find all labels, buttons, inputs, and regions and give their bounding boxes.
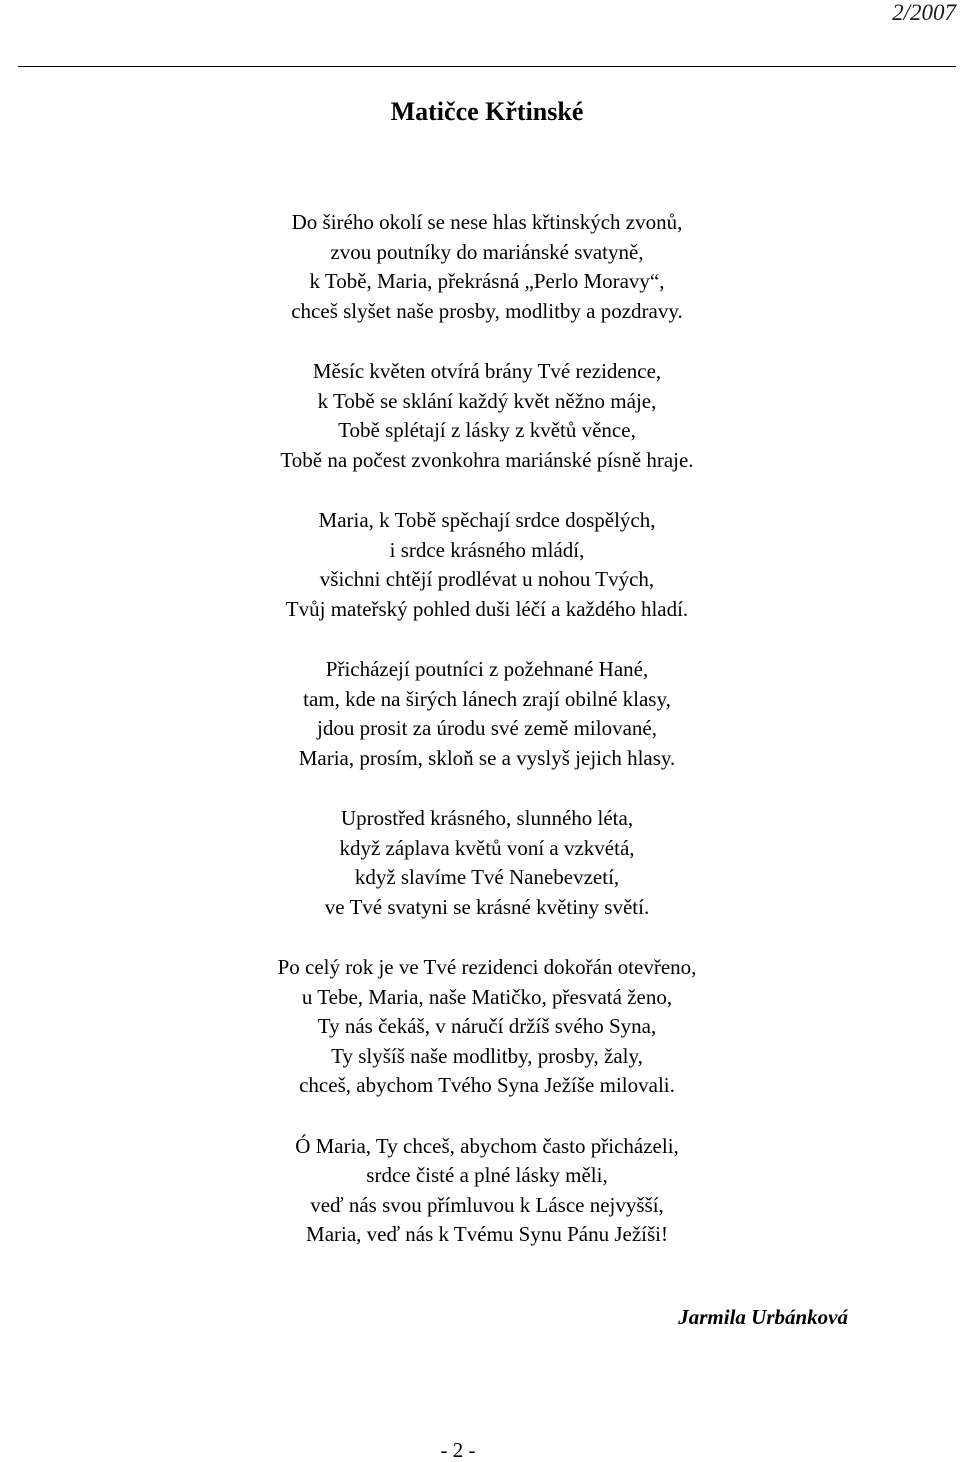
page-number: - 2 - — [440, 1438, 476, 1462]
issue-number: 2/2007 — [892, 0, 956, 25]
poem-line: Tvůj mateřský pohled duši léčí a každého hladí. — [285, 596, 689, 621]
stanza-3 — [0, 506, 960, 624]
poem-line: Tobě na počest zvonkohra mariánské písně hraje. — [280, 447, 694, 472]
poem-line: jdou prosit za úrodu své země milované, — [317, 716, 657, 740]
poem-line: u Tebe, Maria, naše Matičko, přesvatá ženo, — [301, 984, 673, 1009]
author-signature: Jarmila Urbánková — [678, 1305, 848, 1329]
poem-line: Maria, veď nás k Tvému Synu Pánu Ježíši! — [306, 1222, 668, 1246]
poem-line: srdce čisté a plné lásky měli, — [366, 1163, 608, 1187]
poem-line: chceš slyšet naše prosby, modlitby a pozdravy. — [291, 298, 683, 323]
poem-line: když slavíme Tvé Nanebevzetí, — [354, 865, 620, 889]
poem-line: k Tobě se sklání každý květ něžno máje, — [317, 388, 657, 413]
poem-line: ve Tvé svatyni se krásné květiny světí. — [324, 894, 650, 919]
poem-line: Ó Maria, Ty chceš, abychom často přicházeli, — [295, 1133, 679, 1158]
stanza-7 — [0, 1132, 960, 1250]
poem-line: Tobě splétají z lásky z květů věnce, — [338, 418, 636, 442]
poem-line: Maria, prosím, skloň se a vyslyš jejich hlasy. — [298, 745, 676, 770]
stanza-5 — [0, 804, 960, 922]
poem-line: veď nás svou přímluvou k Lásce nejvyšší, — [310, 1192, 664, 1217]
poem-line: všichni chtějí prodlévat u nohou Tvých, — [319, 567, 655, 591]
stanza-6 — [0, 953, 960, 1101]
poem-line: k Tobě, Maria, překrásná „Perlo Moravy“, — [309, 269, 665, 293]
poem-line: Přicházejí poutníci z požehnané Hané, — [325, 657, 649, 681]
header-rule — [18, 66, 956, 67]
poem-line: když záplava květů voní a vzkvétá, — [339, 835, 635, 860]
poem-line: chceš, abychom Tvého Syna Ježíše milovali. — [299, 1073, 675, 1097]
poem-body — [0, 208, 960, 1281]
poem-line: Měsíc květen otvírá brány Tvé rezidence, — [312, 359, 662, 383]
poem-line: Ty nás čekáš, v náručí držíš svého Syna, — [317, 1014, 657, 1038]
poem-line: Ty slyšíš naše modlitby, prosby, žaly, — [331, 1043, 643, 1068]
poem-line: Maria, k Tobě spěchají srdce dospělých, — [318, 508, 656, 532]
poem-title: Matičce Křtinské — [390, 97, 584, 126]
poem-line: Do širého okolí se nese hlas křtinských zvonů, — [291, 210, 683, 234]
stanza-1 — [0, 208, 960, 326]
poem-line: tam, kde na širých lánech zrají obilné klasy, — [303, 686, 671, 711]
poem-line: Uprostřed krásného, slunného léta, — [340, 806, 634, 830]
poem-line: i srdce krásného mládí, — [389, 537, 585, 562]
poem-line: zvou poutníky do mariánské svatyně, — [330, 239, 644, 264]
poem-line: Po celý rok je ve Tvé rezidenci dokořán otevřeno, — [277, 955, 697, 979]
stanza-2 — [0, 357, 960, 475]
stanza-4 — [0, 655, 960, 773]
